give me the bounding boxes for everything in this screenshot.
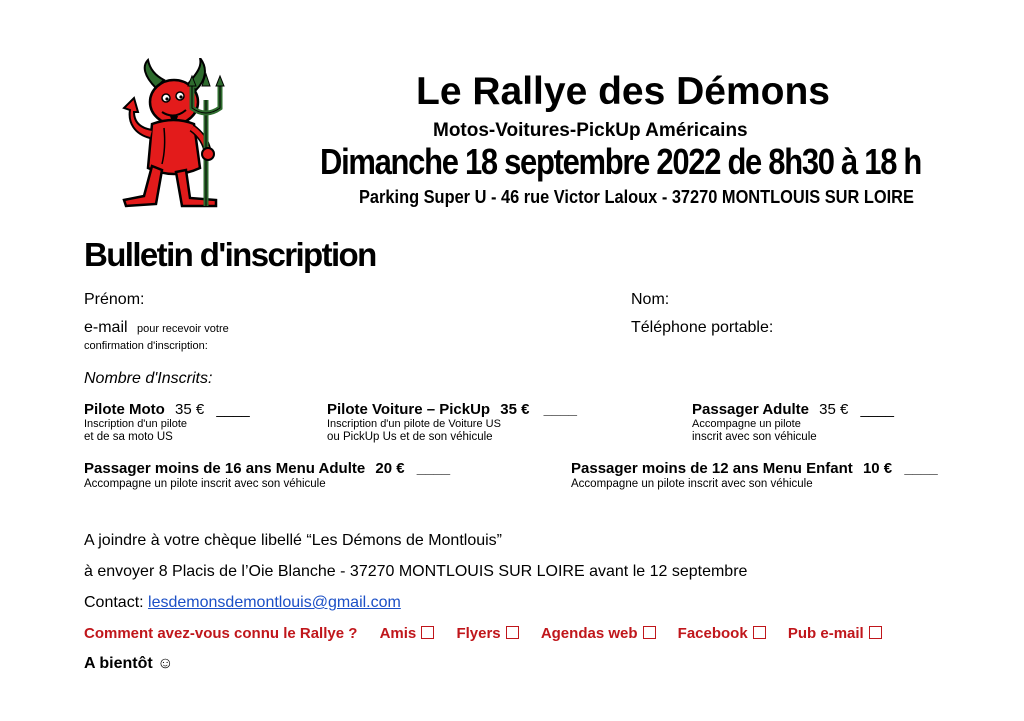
event-title: Le Rallye des Démons xyxy=(416,70,830,113)
closing-greeting: A bientôt ☺ xyxy=(84,655,174,672)
choice-pub-email[interactable] xyxy=(788,625,882,642)
email-note-line2: confirmation d'inscription: xyxy=(84,340,208,352)
quantity-blank[interactable]: ____ xyxy=(904,460,938,477)
event-date: Dimanche 18 septembre 2022 de 8h30 à 18 h xyxy=(320,141,922,182)
email-note-line1: pour recevoir votre xyxy=(137,323,229,335)
devil-mascot-icon xyxy=(116,58,228,208)
checkbox-icon[interactable] xyxy=(869,626,882,639)
option-price: 35 € xyxy=(819,401,849,418)
option-name: Pilote Voiture – PickUp xyxy=(327,401,491,418)
cheque-instruction: A joindre à votre chèque libellé “Les Démons de Montlouis” xyxy=(84,532,503,549)
event-subtitle: Motos-Voitures-PickUp Américains xyxy=(433,120,748,141)
option-note: inscrit avec son véhicule xyxy=(692,431,817,443)
quantity-blank[interactable]: ____ xyxy=(416,460,451,477)
choice-label: Facebook xyxy=(677,625,748,642)
checkbox-icon[interactable] xyxy=(421,626,434,639)
nom-field[interactable]: Nom: xyxy=(631,291,670,308)
prenom-field[interactable]: Prénom: xyxy=(84,291,145,308)
option-price: 35 € xyxy=(175,401,205,418)
count-label: Nombre d'Inscrits: xyxy=(84,370,213,387)
choice-label: Pub e-mail xyxy=(787,625,864,642)
checkbox-icon[interactable] xyxy=(506,626,519,639)
option-name: Pilote Moto xyxy=(84,401,165,418)
event-address: Parking Super U - 46 rue Victor Laloux - 37270 MONTLOUIS SUR LOIRE xyxy=(359,187,914,207)
question-text: Comment avez-vous connu le Rallye ? xyxy=(84,625,358,642)
option-pilote-moto[interactable] xyxy=(84,401,250,418)
option-pilote-voiture[interactable] xyxy=(327,401,577,418)
option-name: Passager moins de 16 ans Menu Adulte xyxy=(84,460,366,477)
email-label: e-mail xyxy=(84,319,128,336)
contact-line xyxy=(84,594,401,612)
choice-flyers[interactable] xyxy=(456,625,518,642)
option-name: Passager Adulte xyxy=(692,401,809,418)
quantity-blank[interactable]: ____ xyxy=(216,401,250,418)
form-heading: Bulletin d'inscription xyxy=(84,236,376,273)
option-note: Inscription d'un pilote de Voiture US xyxy=(327,418,501,430)
quantity-blank[interactable]: ____ xyxy=(543,401,578,418)
checkbox-icon[interactable] xyxy=(643,626,656,639)
choice-facebook[interactable] xyxy=(678,625,766,642)
choice-amis[interactable] xyxy=(380,625,435,642)
choice-label: Agendas web xyxy=(540,625,638,642)
choice-agendas-web[interactable] xyxy=(541,625,656,642)
option-name: Passager moins de 12 ans Menu Enfant xyxy=(571,460,853,477)
choice-label: Flyers xyxy=(456,625,501,642)
option-passager-16[interactable] xyxy=(84,460,450,477)
option-note: Inscription d'un pilote xyxy=(84,418,187,430)
option-passager-adulte[interactable] xyxy=(692,401,894,418)
option-note: Accompagne un pilote inscrit avec son véhicule xyxy=(84,478,326,490)
question-line xyxy=(84,625,882,642)
option-note: Accompagne un pilote inscrit avec son véhicule xyxy=(571,478,813,490)
email-field[interactable] xyxy=(84,319,229,337)
phone-field[interactable]: Téléphone portable: xyxy=(631,319,774,336)
option-note: Accompagne un pilote xyxy=(692,418,801,430)
checkbox-icon[interactable] xyxy=(753,626,766,639)
quantity-blank[interactable]: ____ xyxy=(860,401,894,418)
option-note: et de sa moto US xyxy=(84,431,173,443)
option-price: 20 € xyxy=(375,460,405,477)
contact-label: Contact: xyxy=(84,594,144,611)
option-price: 35 € xyxy=(500,401,530,418)
contact-email-link[interactable]: lesdemonsdemontlouis@gmail.com xyxy=(148,594,401,611)
choice-label: Amis xyxy=(379,625,417,642)
option-note: ou PickUp Us et de son véhicule xyxy=(327,431,493,443)
option-passager-12[interactable] xyxy=(571,460,938,477)
option-price: 10 € xyxy=(862,460,893,477)
mailing-instruction: à envoyer 8 Placis de l’Oie Blanche - 37270 MONTLOUIS SUR LOIRE avant le 12 septembre xyxy=(84,563,748,580)
